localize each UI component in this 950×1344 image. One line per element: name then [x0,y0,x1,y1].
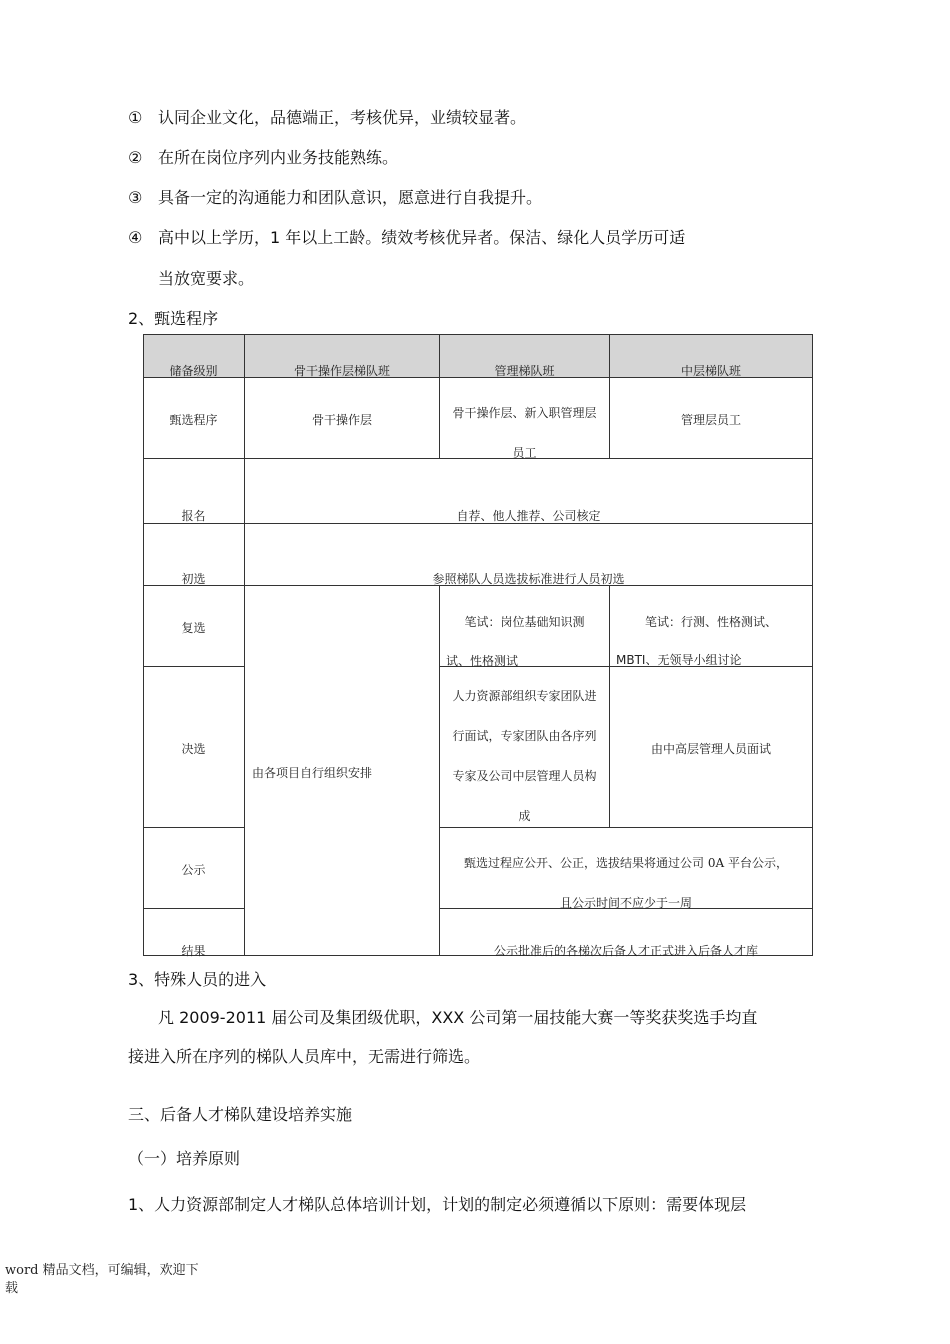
header-cell [245,334,440,378]
table-cell [440,828,813,909]
criterion-marker: ④ [128,228,143,247]
selection-table [143,334,813,956]
row-label-cell [143,524,245,586]
criterion-2 [128,148,398,168]
cell-text: 甄选过程应公开、公正，选拔结果将通过公司 0A 平台公示， [464,856,788,870]
row-label-cell [143,378,245,459]
table-cell [245,524,813,586]
cell-text: 员工 [512,446,537,460]
cell-text: 由中高层管理人员面试 [650,742,771,756]
cell-text: 专家及公司中层管理人员构 [452,769,597,783]
row-label-cell [143,459,245,524]
table-cell [440,909,813,956]
criterion-1 [128,108,526,128]
criterion-4-continued: 当放宽要求。 [158,269,255,288]
merged-cell [245,586,440,956]
cell-text: 行面试，专家团队由各序列 [452,729,597,743]
section3-paragraph-line1: 凡 2009-2011 届公司及集团级优职，XXX 公司第一届技能大赛一等奖获奖选手均直 [158,1008,758,1027]
cell-text: 笔试：行测、性格测试、 [644,615,777,629]
paragraph-line: 1、人力资源部制定人才梯队总体培训计划，计划的制定必须遵循以下原则：需要体现层 [128,1195,747,1214]
row-label: 公示 [181,863,206,877]
criterion-marker: ① [128,108,143,127]
header-cell [610,334,813,378]
table-cell [245,378,440,459]
criterion-4 [128,228,685,248]
table-cell [245,459,813,524]
cell-text: 骨干操作层 [311,413,372,427]
cell-text: 由各项目自行组织安排 [252,766,373,780]
row-label-cell [143,828,245,909]
section3-title: 3、特殊人员的进入 [128,970,267,989]
row-label: 结果 [181,944,206,958]
chapter3-title: 三、后备人才梯队建设培养实施 [128,1105,353,1124]
row-label: 初选 [181,572,206,586]
cell-text: 且公示时间不应少于一周 [559,896,692,910]
cell-text: 公示批准后的各梯次后备人才正式进入后备人才库 [493,944,758,958]
footer-line: word 精品文档，可编辑，欢迎下 [5,1263,199,1278]
header-label: 中层梯队班 [680,364,741,378]
criterion-text: 在所在岗位序列内业务技能熟练。 [158,148,399,167]
row-label-cell [143,909,245,956]
header-label: 管理梯队班 [494,364,555,378]
row-label: 复选 [181,621,206,635]
row-label: 决选 [181,742,206,756]
row-label: 报名 [181,509,206,523]
cell-text: 骨干操作层、新入职管理层 [452,406,597,420]
criterion-3 [128,188,542,208]
cell-text: MBTI、无领导小组讨论 [616,653,742,667]
cell-text: 自荐、他人推荐、公司核定 [456,509,601,523]
footer-line: 载 [5,1281,19,1296]
table-cell [610,586,813,667]
table-cell [440,586,610,667]
table-cell [610,667,813,828]
cell-text: 参照梯队人员选拔标准进行人员初选 [432,572,625,586]
row-label: 甄选程序 [169,413,218,427]
page-footer [5,1262,199,1298]
criterion-marker: ③ [128,188,143,207]
table-cell [610,378,813,459]
table-cell [440,667,610,828]
criterion-text: 具备一定的沟通能力和团队意识，愿意进行自我提升。 [158,188,543,207]
row-label-cell [143,586,245,667]
header-label: 骨干操作层梯队班 [293,364,390,378]
row-label-cell [143,667,245,828]
header-label: 储备级别 [169,364,218,378]
cell-text: 试、性格测试 [446,654,519,668]
header-cell [143,334,245,378]
criterion-text: 认同企业文化，品德端正，考核优异，业绩较显著。 [158,108,527,127]
section3-paragraph-line2: 接进入所在序列的梯队人员库中，无需进行筛选。 [128,1047,481,1066]
cell-text: 人力资源部组织专家团队进 [452,689,597,703]
cell-text: 笔试：岗位基础知识测 [464,615,585,629]
criterion-marker: ② [128,148,143,167]
header-cell [440,334,610,378]
section2-title: 2、甄选程序 [128,309,219,328]
cell-text: 管理层员工 [680,413,741,427]
criterion-text: 高中以上学历，1 年以上工龄。绩效考核优异者。保洁、绿化人员学历可适 [158,228,686,247]
cell-text: 成 [518,809,531,823]
subsection-title: （一）培养原则 [128,1149,241,1168]
table-cell [440,378,610,459]
